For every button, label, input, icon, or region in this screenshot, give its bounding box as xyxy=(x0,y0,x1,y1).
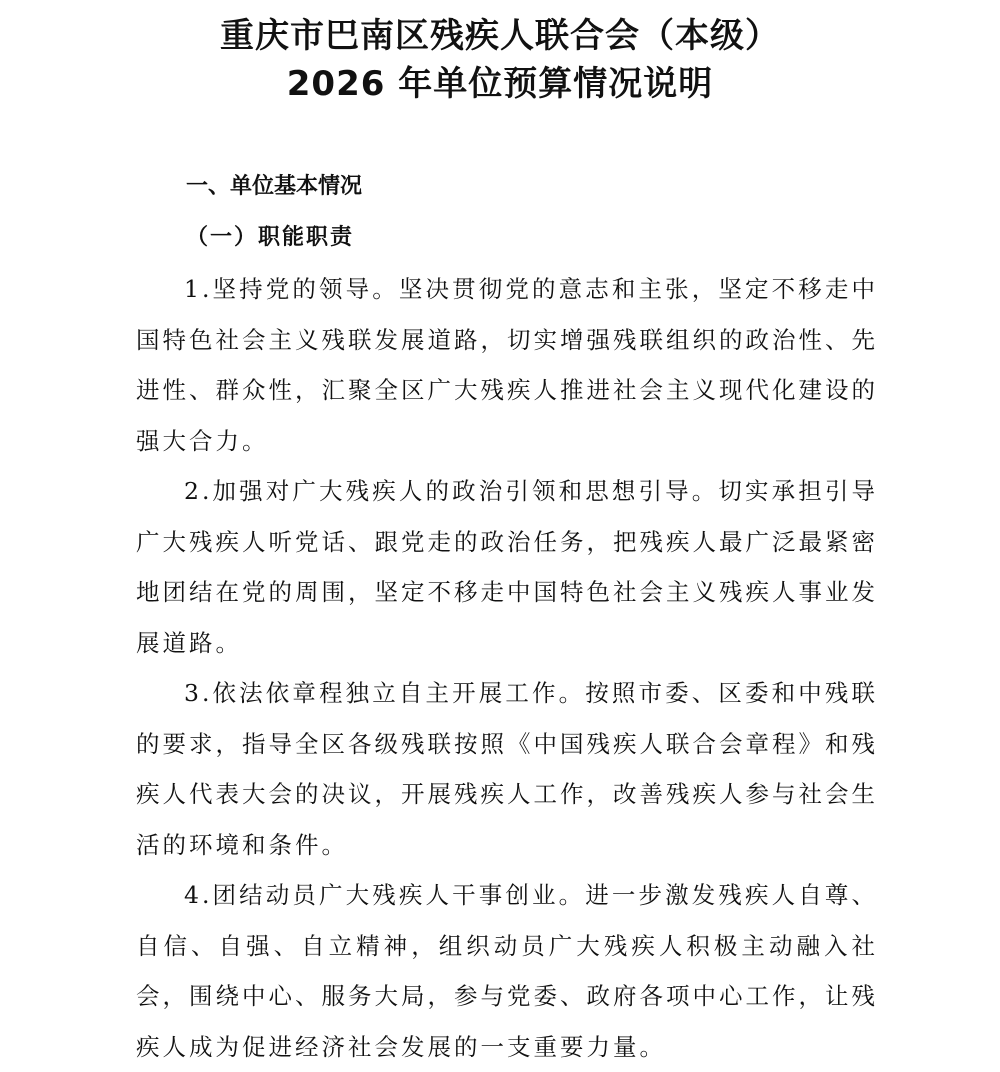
document-title-line2: 2026 年单位预算情况说明 xyxy=(286,64,714,104)
paragraph-3: 3.依法依章程独立自主开展工作。按照市委、区委和中残联的要求，指导全区各级残联按照《中国残疾人联合会章程》和残疾人代表大会的决议，开展残疾人工作，改善残疾人参与社会生活的环境和条件。 xyxy=(136,679,878,859)
paragraph-2: 2.加强对广大残疾人的政治引领和思想引导。切实承担引导广大残疾人听党话、跟党走的政治任务，把残疾人最广泛最紧密地团结在党的周围，坚定不移走中国特色社会主义残疾人事业发展道路。 xyxy=(136,477,878,657)
section-heading: 一、单位基本情况 xyxy=(186,174,363,199)
paragraph-4: 4.团结动员广大残疾人干事创业。进一步激发残疾人自尊、自信、自强、自立精神，组织动员广大残疾人积极主动融入社会，围绕中心、服务大局，参与党委、政府各项中心工作，让残疾人成为促进经济社会发展的一支重要力量。 xyxy=(136,881,878,1061)
document-title-line1: 重庆市巴南区残疾人联合会（本级） xyxy=(220,16,780,56)
subsection-heading: （一）职能职责 xyxy=(186,224,355,250)
paragraph-1: 1.坚持党的领导。坚决贯彻党的意志和主张，坚定不移走中国特色社会主义残联发展道路，切实增强残联组织的政治性、先进性、群众性，汇聚全区广大残疾人推进社会主义现代化建设的强大合力。 xyxy=(136,275,878,455)
